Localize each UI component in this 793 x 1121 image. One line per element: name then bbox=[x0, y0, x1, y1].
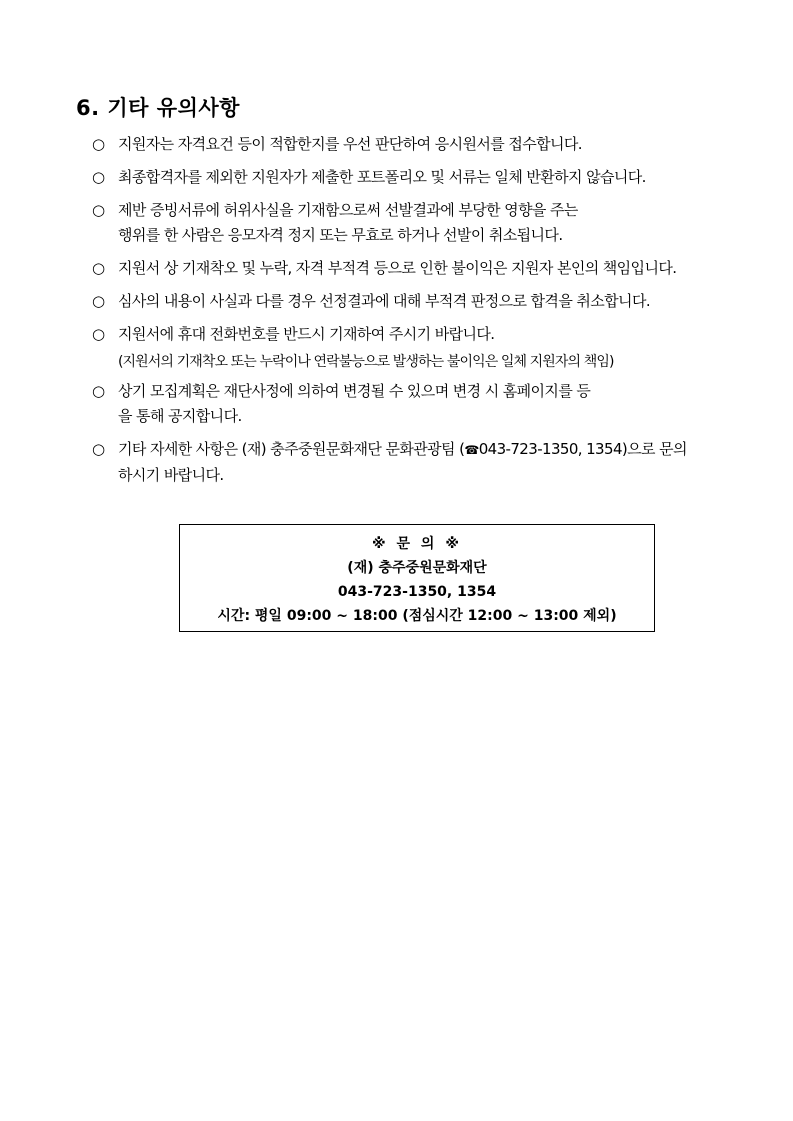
section-heading: 6. 기타 유의사항 bbox=[76, 96, 240, 120]
list-item-text: 최종합격자를 제외한 지원자가 제출한 포트폴리오 및 서류는 일체 반환하지 않습니다. bbox=[118, 168, 646, 186]
circle-bullet-icon: ○ bbox=[92, 382, 106, 400]
circle-bullet-icon: ○ bbox=[92, 201, 106, 219]
list-item-text: 상기 모집계획은 재단사정에 의하여 변경될 수 있으며 변경 시 홈페이지를 등 bbox=[118, 382, 591, 400]
contact-phone: 043-723-1350, 1354 bbox=[337, 584, 497, 600]
circle-bullet-icon: ○ bbox=[92, 168, 106, 186]
contact-hours: 시간: 평일 09:00 ~ 18:00 (점심시간 12:00 ~ 13:00 제외) bbox=[217, 608, 617, 624]
contact-title: ※ 문 의 ※ bbox=[372, 536, 462, 552]
list-item-text: 하시기 바랍니다. bbox=[118, 466, 224, 484]
circle-bullet-icon: ○ bbox=[92, 135, 106, 153]
circle-bullet-icon: ○ bbox=[92, 259, 106, 277]
list-item bbox=[92, 437, 722, 488]
phone-icon: ☎ bbox=[464, 443, 479, 457]
list-item-text: 심사의 내용이 사실과 다를 경우 선정결과에 대해 부적격 판정으로 합격을 취소합니다. bbox=[118, 292, 651, 310]
list-item-text: 지원자는 자격요건 등이 적합한지를 우선 판단하여 응시원서를 접수합니다. bbox=[118, 135, 582, 153]
list-item-text: 제반 증빙서류에 허위사실을 기재함으로써 선발결과에 부당한 영향을 주는 bbox=[118, 201, 578, 219]
list-item bbox=[92, 289, 722, 314]
circle-bullet-icon: ○ bbox=[92, 440, 106, 458]
list-item-text bbox=[118, 437, 722, 463]
list-item-text: 지원서 상 기재착오 및 누락, 자격 부적격 등으로 인한 불이익은 지원자 본인의 책임입니다. bbox=[118, 259, 677, 277]
list-item-text: 행위를 한 사람은 응모자격 정지 또는 무효로 하거나 선발이 취소됩니다. bbox=[118, 226, 563, 244]
list-item bbox=[92, 198, 722, 248]
contact-text-pre: 기타 자세한 사항은 (재) 충주중원문화재단 문화관광팀 ( bbox=[118, 440, 465, 458]
list-item bbox=[92, 165, 722, 190]
contact-org: (재) 충주중원문화재단 bbox=[347, 560, 487, 576]
list-item bbox=[92, 256, 722, 281]
contact-box bbox=[179, 524, 655, 632]
list-item bbox=[92, 379, 722, 429]
notice-list bbox=[92, 132, 722, 496]
contact-text-post: 043-723-1350, 1354)으로 문의 bbox=[478, 440, 687, 458]
list-item-note: (지원서의 기재착오 또는 누락이나 연락불능으로 발생하는 불이익은 일체 지원자의 책임) bbox=[118, 354, 614, 370]
circle-bullet-icon: ○ bbox=[92, 325, 106, 343]
list-item bbox=[92, 322, 722, 347]
list-item-text: 을 통해 공지합니다. bbox=[118, 407, 242, 425]
list-item bbox=[92, 132, 722, 157]
list-item-text: 지원서에 휴대 전화번호를 반드시 기재하여 주시기 바랍니다. bbox=[118, 325, 495, 343]
circle-bullet-icon: ○ bbox=[92, 292, 106, 310]
